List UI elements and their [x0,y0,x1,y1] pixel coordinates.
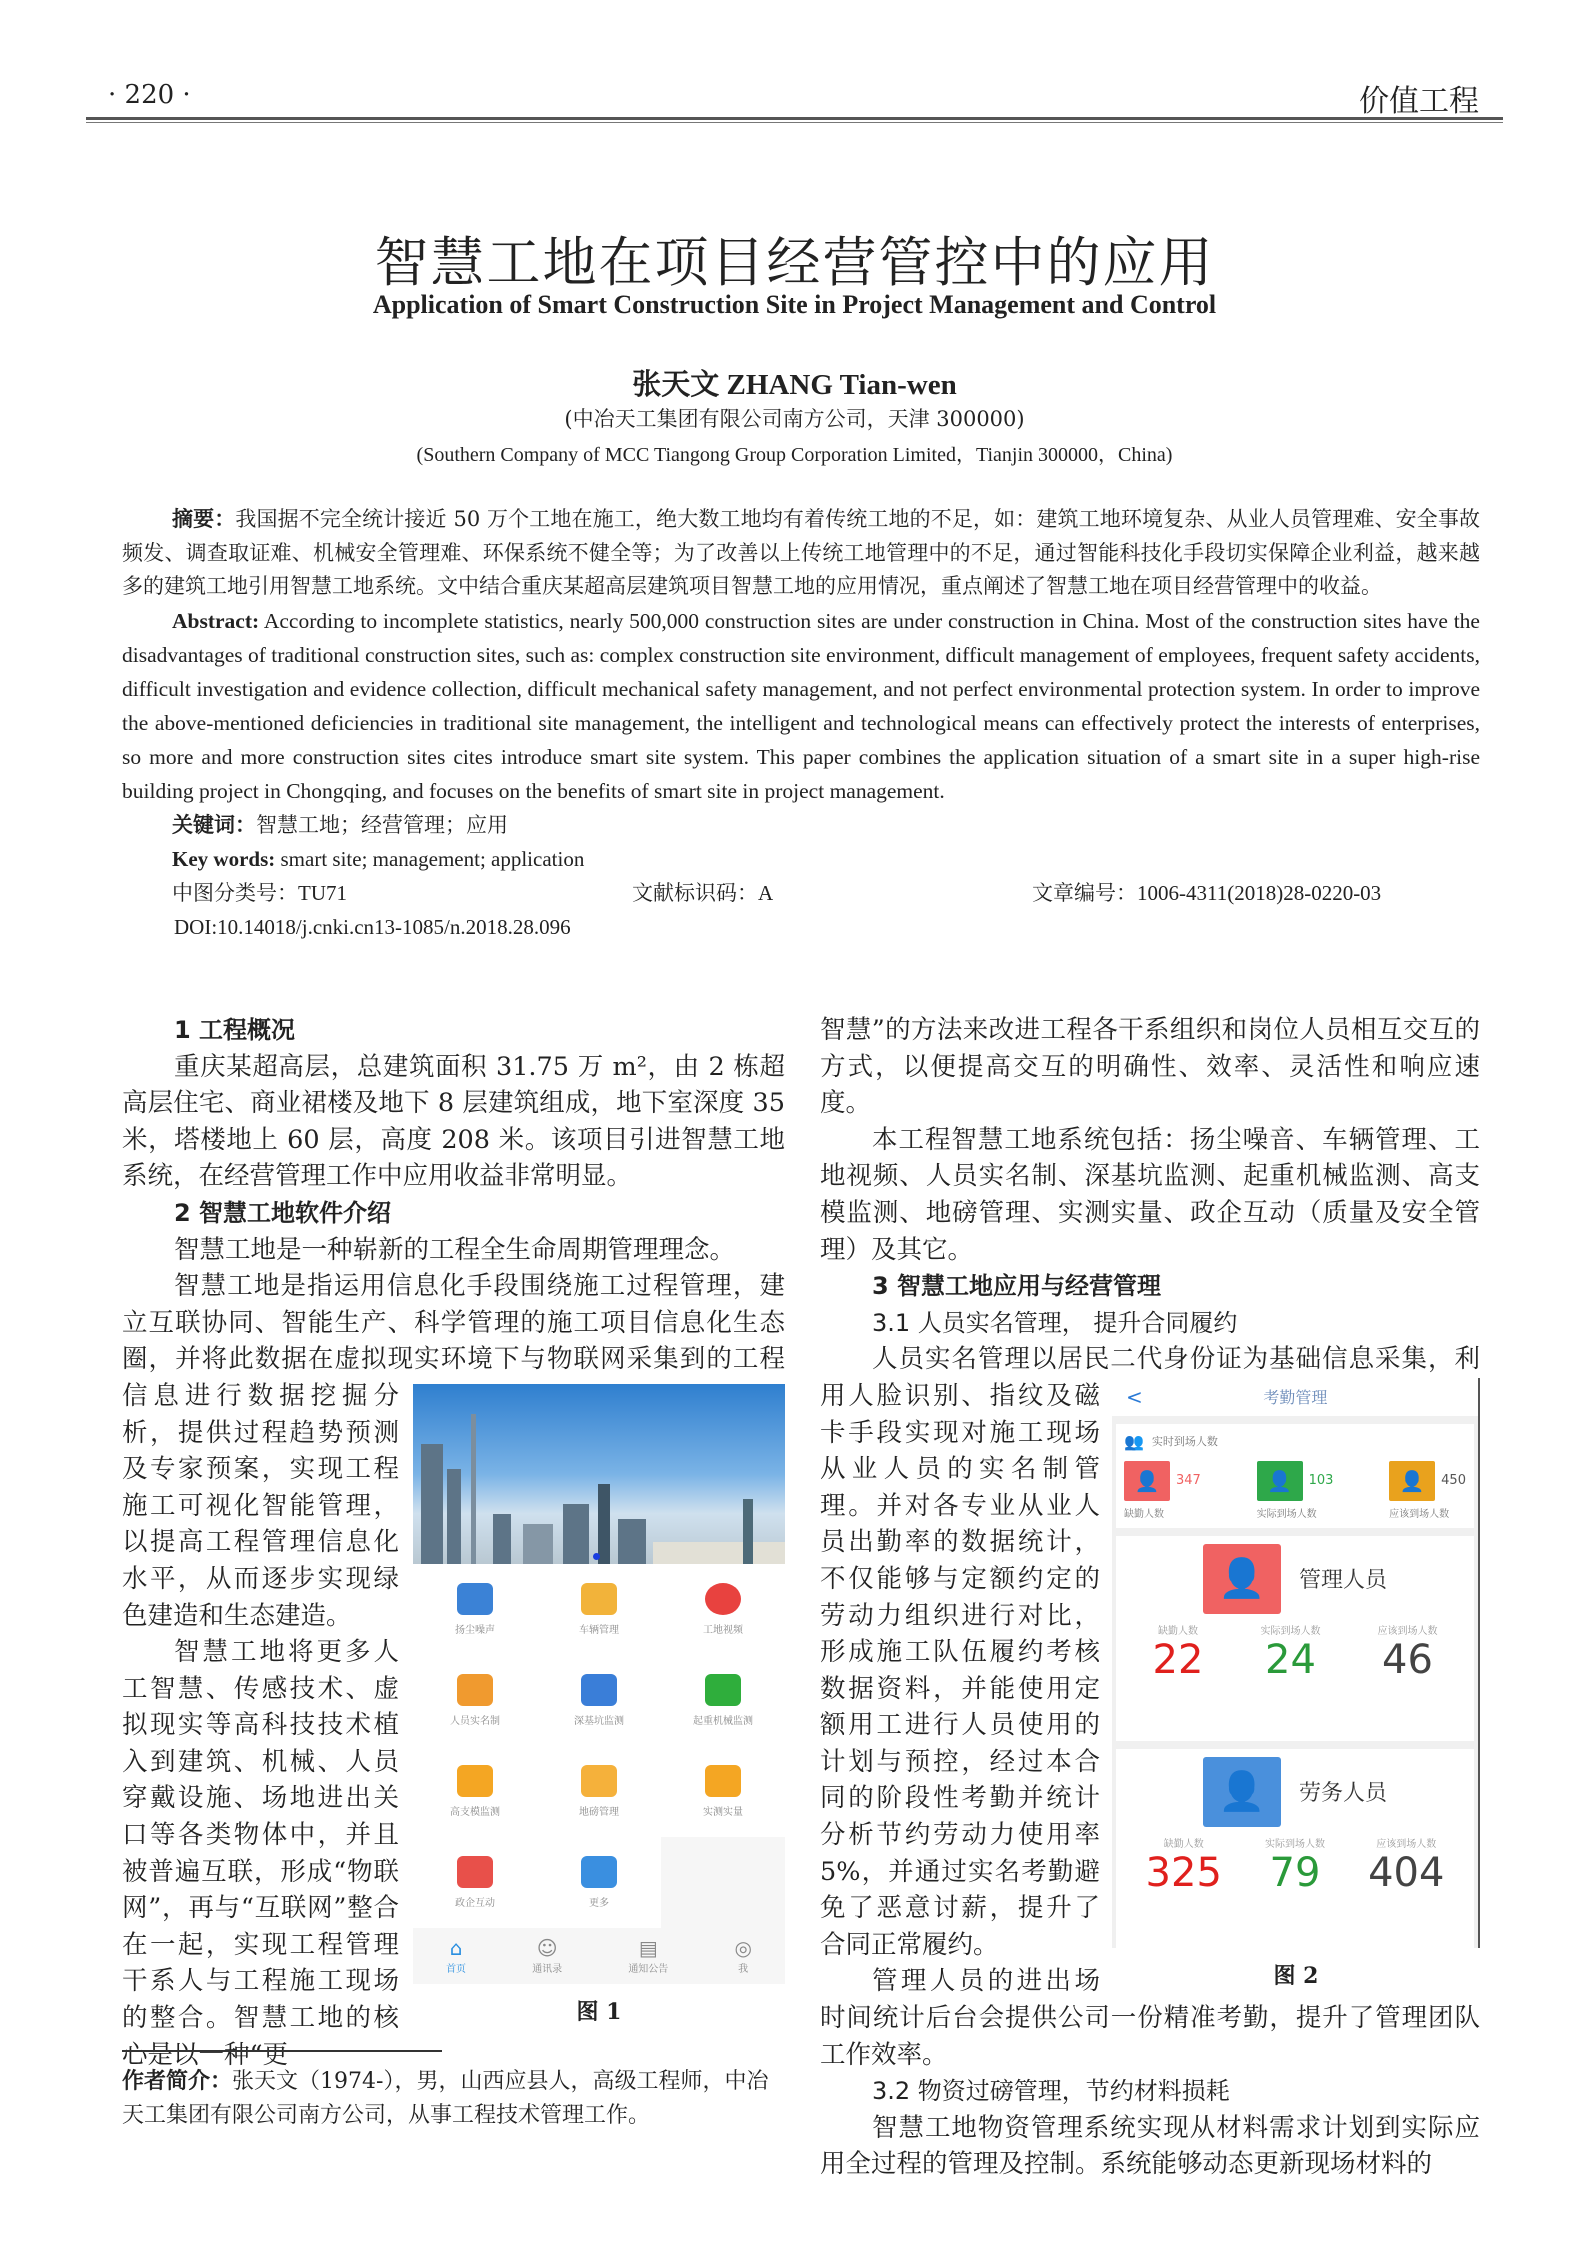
feature-tile[interactable] [537,1564,661,1655]
group-header [1124,1757,1466,1827]
stat-label: 实际到场人数 [1260,1625,1321,1637]
group-stats [1124,1622,1466,1683]
stat-label: 应该到场人数 [1389,1508,1450,1520]
feature-label: 车辆管理 [579,1624,619,1636]
document-code: 文献标识码：A [632,880,774,905]
realtime-stats [1124,1461,1466,1520]
home-icon: ⌂ [449,1936,463,1961]
carousel-dot[interactable] [593,1553,600,1560]
realtime-card [1116,1424,1474,1528]
keywords [122,808,1480,842]
nav-label: 通知公告 [628,1964,669,1976]
stat-value: 24 [1265,1636,1316,1683]
feature-tile[interactable] [537,1746,661,1837]
feature-icon [457,1674,493,1706]
abstract-zh [122,502,1480,604]
feature-label: 更多 [589,1897,609,1909]
person-icon: 👤 [1257,1461,1303,1501]
section-heading-2: 2 智慧工地软件介绍 [174,1198,392,1227]
paragraph: 本工程智慧工地系统包括：扬尘噪音、车辆管理、工地视频、人员实名制、深基坑监测、起重机械监测、高支模监测、地磅管理、实测实量、政企互动（质量及安全管理）及其它。 [820,1124,1480,1265]
feature-tile[interactable] [413,1837,537,1928]
group-stat [1153,1622,1204,1683]
bio-label: 作者简介： [122,2068,233,2094]
feature-icon [581,1674,617,1706]
paragraph: 重庆某超高层，总建筑面积 31.75 万 m²，由 2 栋超高层住宅、商业裙楼及地下 8 层建筑组成，地下室深度 35 米，塔楼地上 60 层，高度 208 米。该项目引进智慧工地系统，在经营管理工作中应用收益非常明显。 [122,1051,785,1192]
notice-icon: ▤ [638,1936,658,1961]
profile-icon: ◎ [734,1936,752,1961]
keywords-label-en: Key words: [172,846,276,871]
screen-title: 考勤管理 [1263,1388,1328,1408]
paper-title-en: Application of Smart Construction Site in Project Management and Control [372,290,1217,319]
stat-value: 79 [1269,1849,1321,1896]
author-bio [122,2064,785,2133]
page-number: · 220 · [108,80,191,110]
paragraph [820,1341,1480,1989]
group-icon: 👥 [1124,1431,1144,1451]
stat-row [1124,1461,1201,1501]
nav-label: 首页 [446,1964,467,1976]
realtime-stat [1257,1461,1334,1520]
feature-icon [581,1765,617,1797]
nav-contacts[interactable] [532,1936,562,1975]
feature-label: 政企互动 [455,1897,495,1909]
contacts-icon: ☺ [536,1936,558,1961]
paragraph: 智慧工地物资管理系统实现从材料需求计划到实际应用全过程的管理及控制。系统能够动态更新现场材料的 [820,2112,1480,2180]
group-name: 管理人员 [1298,1568,1387,1594]
article-number: 文章编号：1006-4311(2018)28-0220-03 [1032,880,1382,905]
figure-2 [1112,1378,1480,2000]
group-name: 劳务人员 [1298,1781,1387,1807]
stat-value: 46 [1382,1636,1433,1683]
nav-label: 通讯录 [532,1964,563,1976]
app-header [1112,1378,1478,1416]
footnote-rule [122,2050,442,2052]
stat-value: 103 [1308,1473,1334,1489]
stat-row [1389,1461,1466,1501]
stat-value: 450 [1441,1473,1466,1489]
abstract-text-en: According to incomplete statistics, nearly 500,000 construction sites are under construction in China. Most of the construction sites have the disadvantages of traditional construction sites, such as: complex construction site environment, difficult management of employees, frequent safety accidents, difficult investigation and evidence collection, difficult mechanical safety management, and not perfect environmental protection system. In order to improve the above-mentioned deficiencies in traditional site management, the intelligent and technological means can effectively protect the interests of enterprises, so more and more construction sites cites introduce smart site system. This paper combines the application situation of a smart site in a super high-rise building project in Chongqing, and focuses on the benefits of smart site in project management. [122,608,1480,803]
paragraph: 智慧工地将更多人工智慧、传感技术、虚拟现实等高科技技术植入到建筑、机械、人员穿戴设施、场地进出关口等各类物体中，并且被普遍互联，形成“物联网”，再与“互联网”整合在一起，实现工程管理干系人与工程施工现场的整合。智慧工地的核心是以一种“更 [122,1637,399,2070]
figure-caption: 图 1 [576,1998,622,2025]
feature-label: 工地视频 [703,1624,743,1636]
nav-label: 我 [738,1964,749,1976]
paragraph: 智慧工地是一种崭新的工程全生命周期管理理念。 [174,1234,736,1265]
nav-me[interactable] [734,1936,751,1975]
group-stats [1124,1835,1466,1896]
stat-label: 应该到场人数 [1376,1838,1437,1850]
realtime-stat [1389,1461,1466,1520]
feature-icon [457,1583,493,1615]
keywords-label: 关键词： [172,812,256,837]
feature-icon [705,1583,741,1615]
group-card [1116,1536,1474,1741]
feature-label: 高支模监测 [450,1806,500,1818]
group-stat [1368,1835,1444,1896]
subsection-heading-3-2: 3.2 物资过磅管理，节约材料损耗 [872,2077,1230,2106]
stat-value: 404 [1368,1849,1445,1896]
stat-label: 缺勤人数 [1163,1838,1204,1850]
right-column [820,1012,1480,2183]
stat-value: 347 [1176,1473,1201,1489]
feature-label: 地磅管理 [579,1806,619,1818]
feature-tile[interactable] [661,1564,785,1655]
paragraph: 智慧”的方法来改进工程各干系组织和岗位人员相互交互的方式，以便提高交互的明确性、效率、灵活性和响应速度。 [820,1015,1480,1119]
abstract-label: 摘要： [172,506,236,531]
figure-caption: 图 2 [1273,1962,1319,1989]
bottom-nav [413,1928,785,1984]
feature-label: 人员实名制 [450,1715,500,1727]
paragraph-part: 信息进行数据挖掘分析，提供过程趋势预测及专家预案，实现工程施工可视化智能管理，以提高工程管理信息化水平，从而逐步实现绿色建造和生态建造。 [122,1380,399,1631]
abstract-text: 我国据不完全统计接近 50 万个工地在施工，绝大数工地均有着传统工地的不足，如：建筑工地环境复杂、从业人员管理难、安全事故频发、调查取证难、机械安全管理难、环保系统不健全等；为了改善以上传统工地管理中的不足，通过智能科技化手段切实保障企业利益，越来越多的建筑工地引用智慧工地系统。文中结合重庆某超高层建筑项目智慧工地的应用情况，重点阐述了智慧工地在项目经营管理中的收益。 [122,507,1480,598]
back-icon[interactable]: < [1126,1384,1143,1409]
realtime-header [1124,1432,1466,1451]
section-heading-1: 1 工程概况 [174,1016,296,1044]
keywords-text-en: smart site; management; application [280,846,585,871]
keywords-text: 智慧工地；经营管理；应用 [256,812,508,837]
feature-tile[interactable] [413,1746,537,1837]
group-stat [1146,1835,1222,1896]
keywords-en [122,842,1480,876]
feature-icon [581,1856,617,1888]
paragraph: 管理人员的进出场时间统计后台会提供公司一份精准考勤，提升了管理团队工作效率。 [820,1966,1480,2070]
journal-name: 价值工程 [1359,84,1479,119]
person-icon: 👤 [1203,1757,1281,1827]
stat-value: 22 [1152,1636,1204,1683]
affiliation-en: (Southern Company of MCC Tiangong Group Corporation Limited，Tianjin 300000，China) [416,444,1173,466]
stat-row [1257,1461,1334,1501]
person-icon: 👤 [1203,1544,1281,1614]
group-stat [1260,1622,1320,1683]
stat-label: 实际到场人数 [1256,1508,1317,1520]
feature-label: 实测实量 [703,1806,743,1818]
feature-icon [457,1765,493,1797]
feature-tile[interactable] [661,1655,785,1746]
realtime-label: 实时到场人数 [1151,1435,1218,1449]
feature-label: 深基坑监测 [574,1715,624,1727]
feature-grid [413,1564,785,1928]
stat-label: 实际到场人数 [1265,1838,1325,1850]
nav-home[interactable] [446,1936,466,1975]
feature-icon [581,1583,617,1615]
figure-1 [413,1384,785,2032]
nav-notices[interactable] [628,1936,668,1975]
author: 张天文 ZHANG Tian-wen [632,369,957,401]
group-header [1124,1544,1466,1614]
abstract-label-en: Abstract: [172,608,260,633]
feature-tile[interactable] [413,1655,537,1746]
classification-row [122,876,1480,910]
feature-label: 起重机械监测 [693,1715,753,1727]
feature-tile[interactable] [413,1564,537,1655]
paragraph-part: 人员实名管理以居民二代身份证为基础信息采集，利 [872,1344,1480,1375]
stat-label: 缺勤人数 [1124,1508,1164,1520]
realtime-stat [1124,1461,1201,1520]
empty-tile [661,1837,785,1928]
group-stat [1377,1622,1437,1683]
affiliation: (中冶天工集团有限公司南方公司，天津 300000) [564,407,1025,431]
feature-icon [705,1765,741,1797]
feature-tile[interactable] [661,1746,785,1837]
stat-value: 325 [1145,1849,1222,1896]
subsection-heading-3-1: 3.1 人员实名管理， 提升合同履约 [872,1308,1238,1337]
paragraph-part: 用人脸识别、指纹及磁卡手段实现对施工现场从业人员的实名制管理。并对各专业从业人员出勤率的数据统计，不仅能够与定额约定的劳动力组织进行对比，形成施工队伍履约考核数据资料，并能使用定额用工进行人员使用的计划与预控，经过本合同的阶段性考勤并统计分析节约劳动力使用率 5%，并通过实名考勤避免了恶意讨薪，提升了合同正常履约。 [820,1380,1100,1960]
city-banner-image [413,1384,785,1564]
abstract-block [122,502,1480,944]
doi: DOI:10.14018/j.cnki.cn13-1085/n.2018.28.096 [174,914,571,939]
clc-number: 中图分类号：TU71 [172,880,347,905]
group-cards [1112,1536,1478,1954]
abstract-en [122,604,1480,808]
person-icon: 👤 [1124,1461,1170,1501]
feature-icon [705,1674,741,1706]
left-column [122,1012,785,2073]
bio-text: 张天文（1974-），男，山西应县人，高级工程师，中冶天工集团有限公司南方公司，从事工程技术管理工作。 [122,2069,769,2128]
feature-tile[interactable] [537,1655,661,1746]
paragraph-part: 智慧工地是指运用信息化手段围绕施工过程管理，建立互联协同、智能生产、科学管理的施工项目信息化生态圈，并将此数据在虚拟现实环境下与物联网采集到的工程 [122,1271,785,1375]
header-rule [86,117,1503,123]
stat-label: 应该到场人数 [1377,1625,1438,1637]
group-stat [1265,1835,1325,1896]
person-icon: 👤 [1389,1461,1435,1501]
paper-title: 智慧工地在项目经营管控中的应用 [374,231,1215,294]
app-home-screenshot [413,1384,785,1984]
section-heading-3: 3 智慧工地应用与经营管理 [872,1272,1162,1301]
stat-label: 缺勤人数 [1157,1625,1198,1637]
feature-icon [457,1856,493,1888]
attendance-screenshot [1112,1378,1480,1948]
feature-label: 扬尘噪声 [455,1624,495,1636]
group-card [1116,1749,1474,1954]
feature-tile[interactable] [537,1837,661,1928]
